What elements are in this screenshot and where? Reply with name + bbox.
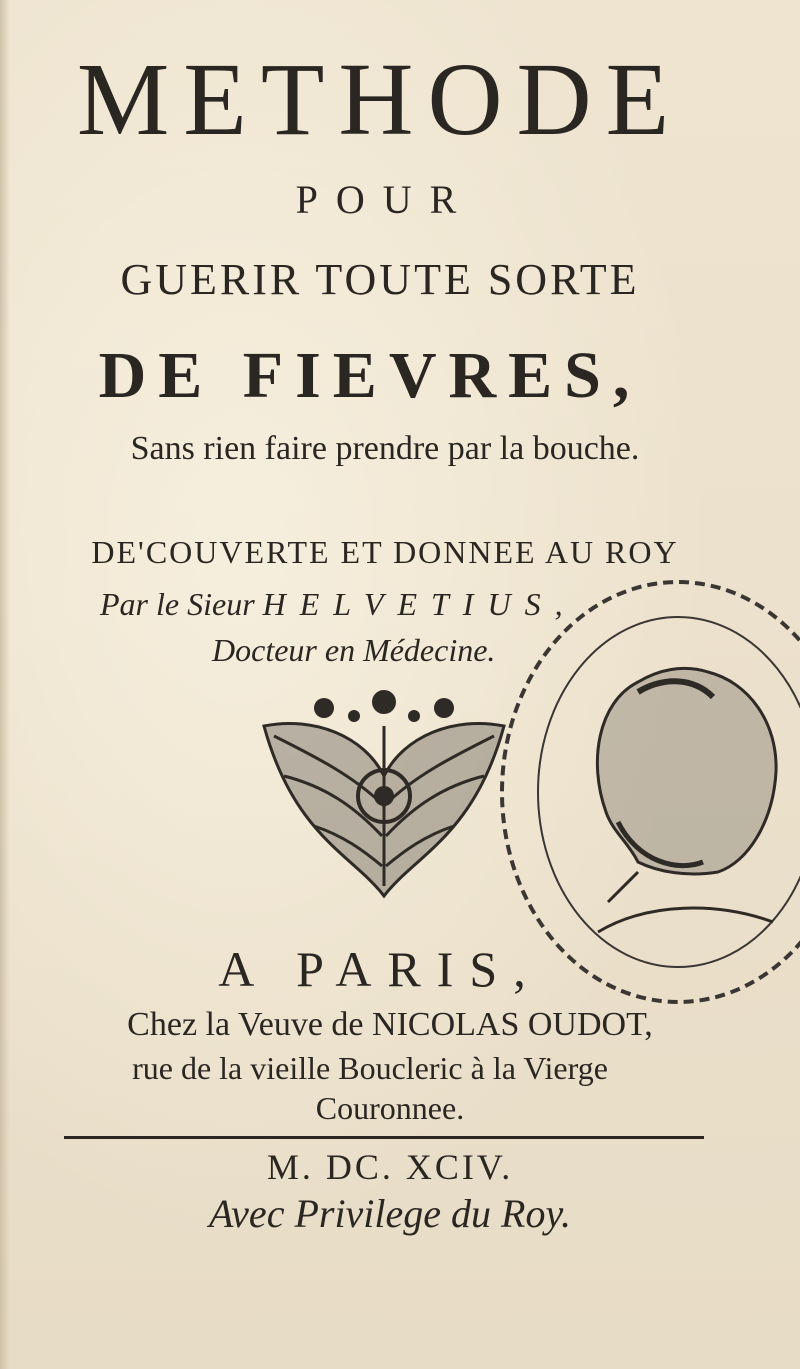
author-prefix: Par le Sieur (100, 586, 255, 622)
subtitle-guerir: GUERIR TOUTE SORTE (120, 255, 640, 304)
divider-rule (64, 1136, 704, 1139)
dedication-line: DE'COUVERTE ET DONNEE AU ROY (91, 534, 679, 570)
imprint-sign: Couronnee. (315, 1090, 465, 1126)
subtitle-sans: Sans rien faire prendre par la bouche. (130, 430, 640, 467)
subtitle-pour: POUR (295, 177, 475, 222)
privilege-line: Avec Privilege du Roy. (208, 1191, 572, 1236)
imprint-printer: Chez la Veuve de NICOLAS OUDOT, (127, 1006, 653, 1043)
subtitle-fievres: DE FIEVRES, (98, 339, 642, 412)
imprint-date: M. DC. XCIV. (266, 1147, 514, 1187)
imprint-address: rue de la vieille Boucleric à la Vierge (132, 1050, 608, 1086)
author-name: HELVETIUS, (262, 586, 577, 622)
author-title: Docteur en Médecine. (212, 632, 496, 668)
floral-ornament-icon (254, 686, 514, 912)
imprint-city: A PARIS, (218, 941, 542, 997)
book-title: METHODE (76, 42, 684, 157)
